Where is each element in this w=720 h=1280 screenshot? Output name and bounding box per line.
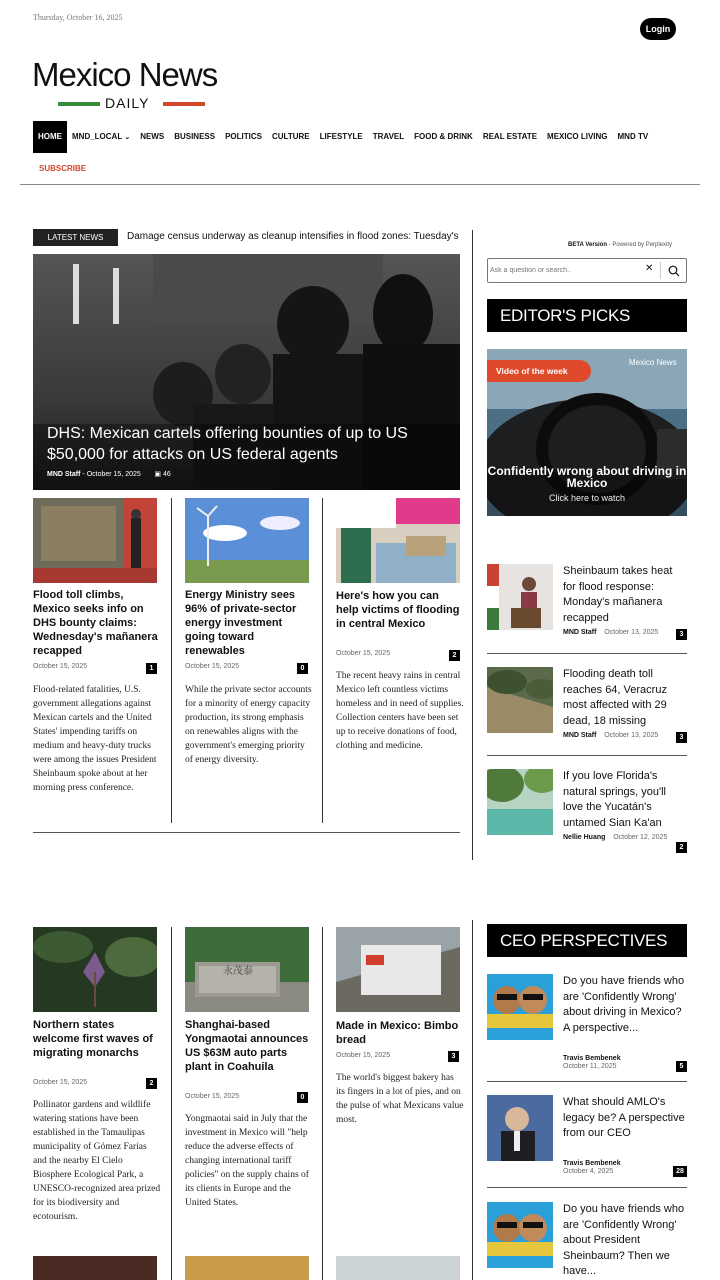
nav-item-home[interactable]: HOME — [33, 121, 67, 153]
hero-headline[interactable]: DHS: Mexican cartels offering bounties of up to US $50,000 for attacks on US federal agents — [47, 425, 408, 463]
article-image[interactable] — [33, 927, 157, 1012]
pick-date: October 13, 2025 — [604, 732, 659, 739]
article-date: October 15, 2025 — [33, 1079, 88, 1086]
column-divider — [322, 927, 323, 1280]
column-divider — [322, 498, 323, 823]
nav-item-mnd-tv[interactable]: MND TV — [617, 132, 649, 141]
main-nav — [33, 121, 653, 153]
article-image[interactable] — [336, 1256, 460, 1280]
comment-count[interactable]: 28 — [673, 1166, 687, 1177]
video-logo: Mexico News — [629, 358, 677, 367]
article-excerpt: Pollinator gardens and wildlife watering stations have been established in the Tamaulipas municipality of Gómez Farías and the nearby El Cielo Biosphere Ecological Park, a UNESCO-recognized area prized for its biodiversity and ecotourism. — [33, 1100, 161, 1222]
article-image[interactable] — [33, 1256, 157, 1280]
site-logo[interactable]: Mexico News — [32, 56, 218, 93]
nav-item-mexico-living[interactable]: MEXICO LIVING — [547, 132, 608, 141]
comment-count[interactable]: 5 — [676, 1061, 687, 1072]
pick-image[interactable] — [487, 667, 553, 733]
article-excerpt: Yongmaotai said in July that the investment in Mexico will "help reduce the adverse effects of changing international tariff policies" on the supply chains of its clients in Europe and the United States. — [185, 1114, 309, 1208]
pick-author[interactable]: MND Staff — [563, 629, 597, 636]
comment-count[interactable]: 1 — [146, 663, 157, 674]
ceo-image[interactable] — [487, 1202, 553, 1268]
column-divider — [171, 498, 172, 823]
nav-item-food-drink[interactable]: FOOD & DRINK — [414, 132, 473, 141]
nav-item-lifestyle[interactable]: LIFESTYLE — [319, 132, 363, 141]
ceo-image[interactable] — [487, 974, 553, 1040]
nav-item-business[interactable]: BUSINESS — [174, 132, 216, 141]
close-icon[interactable]: ✕ — [645, 263, 654, 274]
article-excerpt: Flood-related fatalities, U.S. government allegations against Mexican cartels and the United States' impending tariffs on medium and heavy-duty trucks were among the issues President Sheinbaum spoke about at her morning press conference. — [33, 685, 157, 793]
article-title[interactable]: Northern states welcome first waves of migrating monarchs — [33, 1019, 153, 1059]
pick-title[interactable]: Sheinbaum takes heat for flood response: Monday's mañanera recapped — [563, 565, 673, 624]
beta-note — [568, 242, 672, 248]
editors-picks-heading: EDITOR'S PICKS — [487, 299, 687, 332]
hero-meta: MND Staff - October 15, 2025 ▣ 46 — [47, 471, 171, 478]
pick-image[interactable] — [487, 769, 553, 835]
ceo-divider — [487, 1187, 687, 1188]
comment-icon: ▣ — [154, 471, 162, 478]
article-date: October 15, 2025 — [336, 1052, 391, 1059]
article-date: October 15, 2025 — [185, 663, 240, 670]
ceo-image[interactable] — [487, 1095, 553, 1161]
hero-comment-count[interactable]: 46 — [162, 471, 171, 478]
comment-count[interactable]: 0 — [297, 663, 308, 674]
article-title[interactable]: Energy Ministry sees 96% of private-sector energy investment going toward renewables — [185, 589, 297, 657]
nav-item-news[interactable]: NEWS — [140, 132, 165, 141]
article-image[interactable] — [185, 1256, 309, 1280]
nav-item-real-estate[interactable]: REAL ESTATE — [482, 132, 538, 141]
subscribe-link[interactable]: SUBSCRIBE — [39, 164, 87, 173]
header-divider — [20, 184, 700, 185]
article-excerpt: The world's biggest bakery has its fingers in a lot of pies, and on the pulse of what Mexicans value most. — [336, 1073, 464, 1125]
hero-author[interactable]: MND Staff — [47, 471, 81, 478]
comment-count[interactable]: 0 — [297, 1092, 308, 1103]
ceo-date: October 11, 2025 — [563, 1063, 617, 1070]
pick-title[interactable]: Flooding death toll reaches 64, Veracruz most affected with 29 dead, 18 missing — [563, 668, 667, 727]
comment-count[interactable]: 2 — [676, 842, 687, 853]
latest-news-ticker[interactable]: Damage census underway as cleanup intensifies in flood zones: Tuesday's — [127, 231, 459, 242]
article-title[interactable]: Flood toll climbs, Mexico seeks info on DHS bounty claims: Wednesday's mañanera recapped — [33, 589, 158, 657]
hero-date: October 15, 2025 — [86, 471, 141, 478]
logo-red-bar — [163, 102, 205, 106]
article-title[interactable]: Shanghai-based Yongmaotai announces US $63M auto parts plant in Coahuila — [185, 1019, 309, 1073]
search-input[interactable] — [490, 261, 640, 280]
nav-item-travel[interactable]: TRAVEL — [372, 132, 405, 141]
ceo-perspectives-heading: CEO PERSPECTIVES — [487, 924, 687, 957]
article-image[interactable] — [33, 498, 157, 583]
ceo-title[interactable]: What should AMLO's legacy be? A perspective from our CEO — [563, 1096, 685, 1139]
nav-item-culture[interactable]: CULTURE — [271, 132, 310, 141]
article-date: October 15, 2025 — [185, 1093, 240, 1100]
nav-item-politics[interactable]: POLITICS — [225, 132, 262, 141]
article-image[interactable] — [185, 927, 309, 1012]
pick-meta — [563, 629, 658, 636]
pick-meta — [563, 732, 658, 739]
pick-author[interactable]: Nellie Huang — [563, 834, 606, 841]
beta-label: BETA Version — [568, 242, 608, 248]
comment-count[interactable]: 2 — [146, 1078, 157, 1089]
article-image[interactable] — [185, 498, 309, 583]
pick-divider — [487, 755, 687, 756]
ceo-title[interactable]: Do you have friends who are 'Confidently Wrong' about driving in Mexico? A perspective... — [563, 975, 685, 1034]
ceo-author-name[interactable]: Travis Bembenek — [563, 1055, 621, 1062]
login-button[interactable]: Login — [640, 18, 676, 40]
chevron-down-icon: ⌄ — [124, 134, 131, 141]
nav-item-mnd-local[interactable] — [67, 121, 135, 153]
comment-count[interactable]: 3 — [448, 1051, 459, 1062]
video-watch-link[interactable]: Click here to watch — [548, 493, 626, 503]
ceo-divider — [487, 1081, 687, 1082]
pick-meta — [563, 834, 667, 841]
article-image[interactable] — [336, 927, 460, 1012]
search-icon[interactable] — [668, 264, 680, 282]
site-logo-sub: DAILY — [105, 95, 150, 111]
article-date: October 15, 2025 — [33, 663, 88, 670]
article-title[interactable]: Here's how you can help victims of flooding in central Mexico — [336, 590, 460, 630]
pick-author[interactable]: MND Staff — [563, 732, 597, 739]
nav-item-label: MND_LOCAL — [72, 132, 123, 141]
ceo-author-name[interactable]: Travis Bembenek — [563, 1160, 621, 1167]
sidebar-divider — [472, 920, 473, 1280]
sign-text: 永茂泰 — [223, 966, 253, 977]
article-date: October 15, 2025 — [336, 650, 391, 657]
pick-title[interactable]: If you love Florida's natural springs, you'll love the Yucatán's untamed Sian Ka'an — [563, 770, 666, 829]
ceo-title[interactable]: Do you have friends who are 'Confidently Wrong' about President Sheinbaum? Then we have... — [563, 1203, 685, 1277]
pick-date: October 13, 2025 — [604, 629, 659, 636]
section-divider — [33, 832, 460, 833]
comment-count[interactable]: 3 — [676, 629, 687, 640]
ceo-author[interactable] — [563, 1055, 621, 1062]
pick-image[interactable] — [487, 564, 553, 630]
beta-powered: - Powered by Perplexity — [607, 242, 673, 248]
column-divider — [171, 927, 172, 1280]
ceo-author[interactable] — [563, 1160, 621, 1167]
video-of-week-tag: Video of the week — [487, 360, 591, 382]
latest-news-badge: LATEST NEWS — [33, 229, 118, 246]
comment-count[interactable]: 3 — [676, 732, 687, 743]
ceo-date: October 4, 2025 — [563, 1168, 614, 1175]
article-image[interactable] — [336, 498, 460, 583]
pick-divider — [487, 653, 687, 654]
sidebar-divider — [472, 230, 473, 860]
article-title[interactable]: Made in Mexico: Bimbo bread — [336, 1020, 459, 1046]
current-date: Thursday, October 16, 2025 — [33, 13, 123, 22]
search-separator — [660, 262, 661, 279]
video-title[interactable]: Confidently wrong about driving in Mexico — [487, 464, 687, 490]
article-excerpt: The recent heavy rains in central Mexico left countless victims homeless and in need of supplies. Collection centers have been set up to receive donations of food, clothing and medicine. — [336, 671, 464, 751]
pick-date: October 12, 2025 — [613, 834, 668, 841]
logo-green-bar — [58, 102, 100, 106]
comment-count[interactable]: 2 — [449, 650, 460, 661]
article-excerpt: While the private sector accounts for a minority of energy capacity production, its strong emphasis on renewables aligns with the government's emerging priority of energy diversity. — [185, 685, 312, 765]
